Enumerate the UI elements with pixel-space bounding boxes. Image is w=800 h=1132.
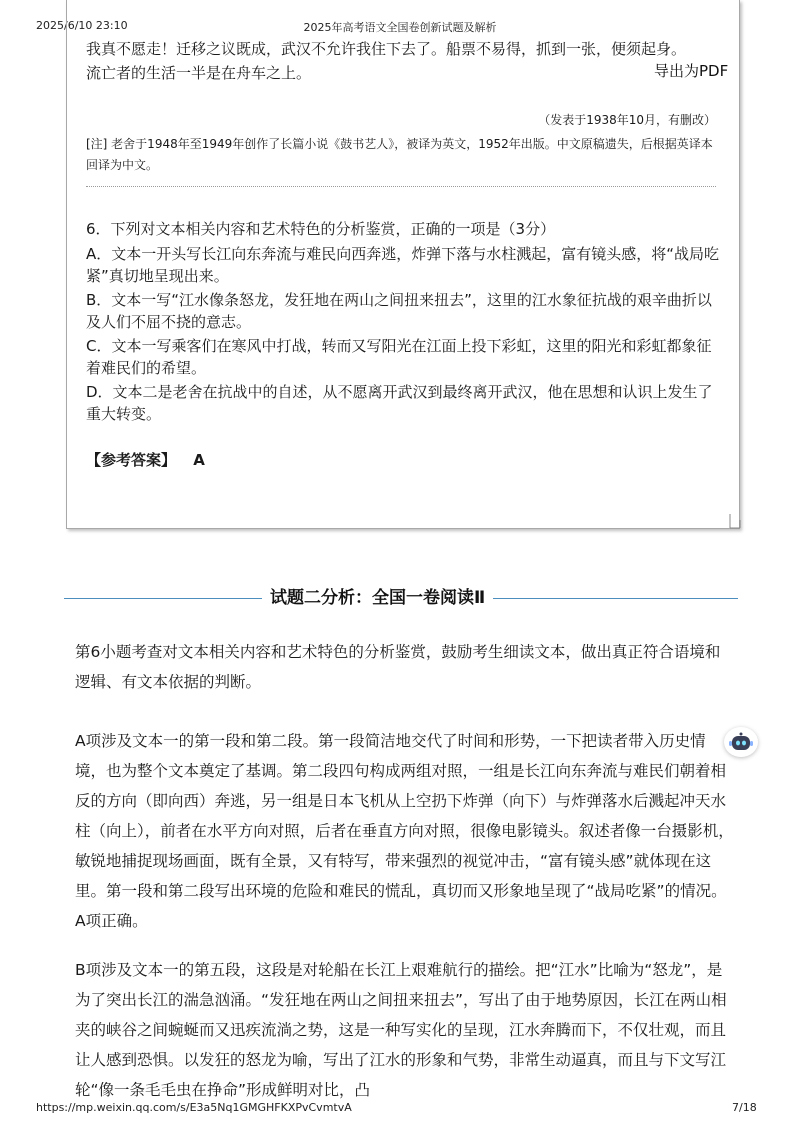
option-c: C．文本一写乘客们在寒风中打战，转而又写阳光在江面上投下彩虹，这里的阳光和彩虹都象征着难民们的希望。: [86, 337, 712, 377]
analysis-intro: 第6小题考查对文本相关内容和艺术特色的分析鉴赏，鼓励考生细读文本，做出真正符合语境和逻辑、有文本依据的判断。: [75, 643, 721, 691]
passage-note: [注] 老舍于1948年至1949年创作了长篇小说《鼓书艺人》，被译为英文，1952年出版。中文原稿遗失，后根据英译本回译为中文。: [86, 137, 713, 172]
answer-label: 【参考答案】: [86, 451, 177, 469]
footer-url: https://mp.weixin.qq.com/s/E3a5Nq1GMGHFKXPvCvmtvA: [36, 1101, 352, 1114]
footer-page-number: 7/18: [732, 1101, 757, 1114]
reference-answer: [86, 449, 726, 471]
assistant-bot-button[interactable]: [724, 727, 758, 757]
dotted-divider: [86, 186, 716, 187]
export-pdf-button[interactable]: 导出为PDF: [654, 62, 729, 80]
option-d: D．文本二是老舍在抗战中的自述，从不愿离开武汉到最终离开武汉，他在思想和认识上发生了重大转变。: [86, 383, 713, 423]
passage-source: （发表于1938年10月，有删改）: [538, 113, 716, 127]
header-page-title: 2025年高考语文全国卷创新试题及解析: [303, 21, 497, 34]
header-datetime: 2025/6/10 23:10: [36, 19, 128, 32]
question-stem: 6．下列对文本相关内容和艺术特色的分析鉴赏，正确的一项是（3分）: [86, 220, 556, 238]
option-b: B．文本一写“江水像条怒龙，发狂地在两山之间扭来扭去”，这里的江水象征抗战的艰辛曲折以及人们不屈不挠的意志。: [86, 291, 712, 331]
passage-line-2: 流亡者的生活一半是在舟车之上。: [86, 64, 312, 82]
resize-corner-icon: [728, 512, 742, 530]
passage-line-1: 我真不愿走！迁移之议既成，武汉不允许我住下去了。船票不易得，抓到一张，便须起身。: [86, 40, 687, 58]
robot-icon: [729, 732, 753, 752]
analysis-option-a: A项涉及文本一的第一段和第二段。第一段简洁地交代了时间和形势，一下把读者带入历史情境，也为整个文本奠定了基调。第二段四句构成两组对照，一组是长江向东奔流与难民们朝着相反的方向（即向西）奔逃，另一组是日本飞机从上空扔下炸弹（向下）与炸弹落水后溅起冲天水柱（向上），前者在水平方向对照，后者在垂直方向对照，很像电影镜头。叙述者像一台摄影机，敏锐地捕捉现场画面，既有全景，又有特写，带来强烈的视觉冲击，“富有镜头感”就体现在这里。第一段和第二段写出环境的危险和难民的慌乱，真切而又形象地呈现了“战局吃紧”的情况。A项正确。: [75, 732, 734, 930]
option-a: A．文本一开头写长江向东奔流与难民向西奔逃，炸弹下落与水柱溅起，富有镜头感，将“战局吃紧”真切地呈现出来。: [86, 245, 720, 285]
analysis-option-b: B项涉及文本一的第五段，这段是对轮船在长江上艰难航行的描绘。把“江水”比喻为“怒龙”，是为了突出长江的湍急汹涌。“发狂地在两山之间扭来扭去”，写出了由于地势原因，长江在两山相夹的峡谷之间蜿蜒而又迅疾流淌之势，这是一种写实化的呈现，江水奔腾而下，不仅壮观，而且让人感到恐惧。以发狂的怒龙为喻，写出了江水的形象和气势，非常生动逼真，而且与下文写江轮“像一条毛毛虫在挣命”形成鲜明对比，凸: [75, 961, 727, 1099]
section-title: 试题二分析：全国一卷阅读Ⅱ: [262, 586, 493, 610]
answer-value: A: [193, 451, 205, 469]
